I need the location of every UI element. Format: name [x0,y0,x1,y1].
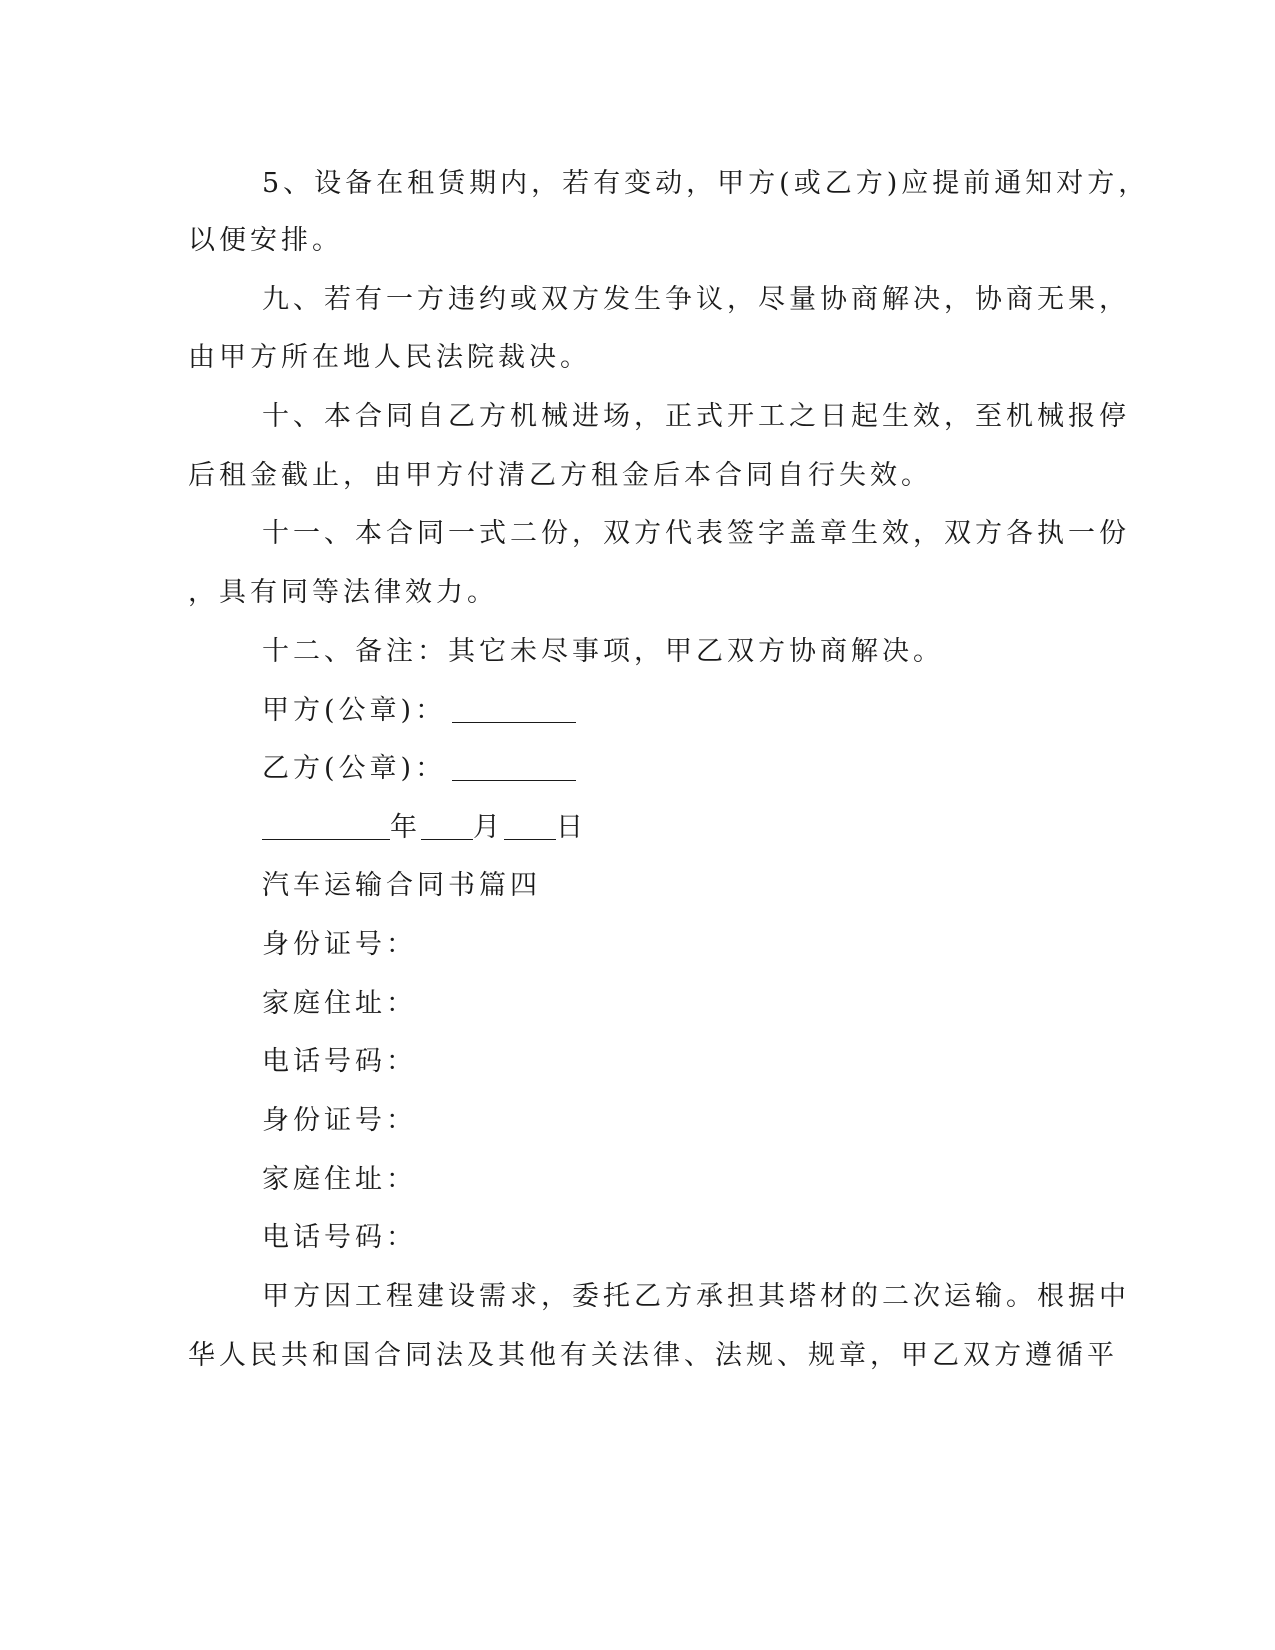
phone-field-1: 电话号码： [262,1046,417,1077]
month-label: 月 [473,812,504,843]
clause-5-line-1: 5、设备在租赁期内，若有变动，甲方(或乙方)应提前通知对方， [262,168,1150,199]
party-b-signature-row [262,751,1142,787]
month-blank [421,813,473,840]
intro-line-1: 甲方因工程建设需求，委托乙方承担其塔材的二次运输。根据中 [262,1281,1130,1312]
date-row [262,810,1142,846]
section-title: 汽车运输合同书篇四 [262,870,541,901]
id-number-field-1: 身份证号： [262,929,417,960]
intro-line-2: 华人民共和国合同法及其他有关法律、法规、规章，甲乙双方遵循平 [188,1340,1118,1371]
clause-10-line-2: 后租金截止，由甲方付清乙方租金后本合同自行失效。 [188,460,932,491]
party-b-label: 乙方(公章)： [262,753,447,784]
year-label: 年 [390,812,421,843]
clause-11-line-1: 十一、本合同一式二份，双方代表签字盖章生效，双方各执一份 [262,518,1130,549]
party-a-signature-row [262,693,1142,729]
address-field-2: 家庭住址： [262,1164,417,1195]
phone-field-2: 电话号码： [262,1222,417,1253]
party-a-signature-blank [452,696,576,723]
address-field-1: 家庭住址： [262,988,417,1019]
party-a-label: 甲方(公章)： [262,695,447,726]
clause-10-line-1: 十、本合同自乙方机械进场，正式开工之日起生效，至机械报停 [262,401,1130,432]
party-b-signature-blank [452,754,576,781]
clause-12: 十二、备注：其它未尽事项，甲乙双方协商解决。 [262,636,944,667]
id-number-field-2: 身份证号： [262,1105,417,1136]
day-label: 日 [556,812,587,843]
day-blank [504,813,556,840]
clause-5-line-2: 以便安排。 [188,225,343,256]
year-blank [262,813,390,840]
clause-11-line-2: ，具有同等法律效力。 [188,577,498,608]
clause-9-line-2: 由甲方所在地人民法院裁决。 [188,342,591,373]
clause-9-line-1: 九、若有一方违约或双方发生争议，尽量协商解决，协商无果， [262,284,1130,315]
